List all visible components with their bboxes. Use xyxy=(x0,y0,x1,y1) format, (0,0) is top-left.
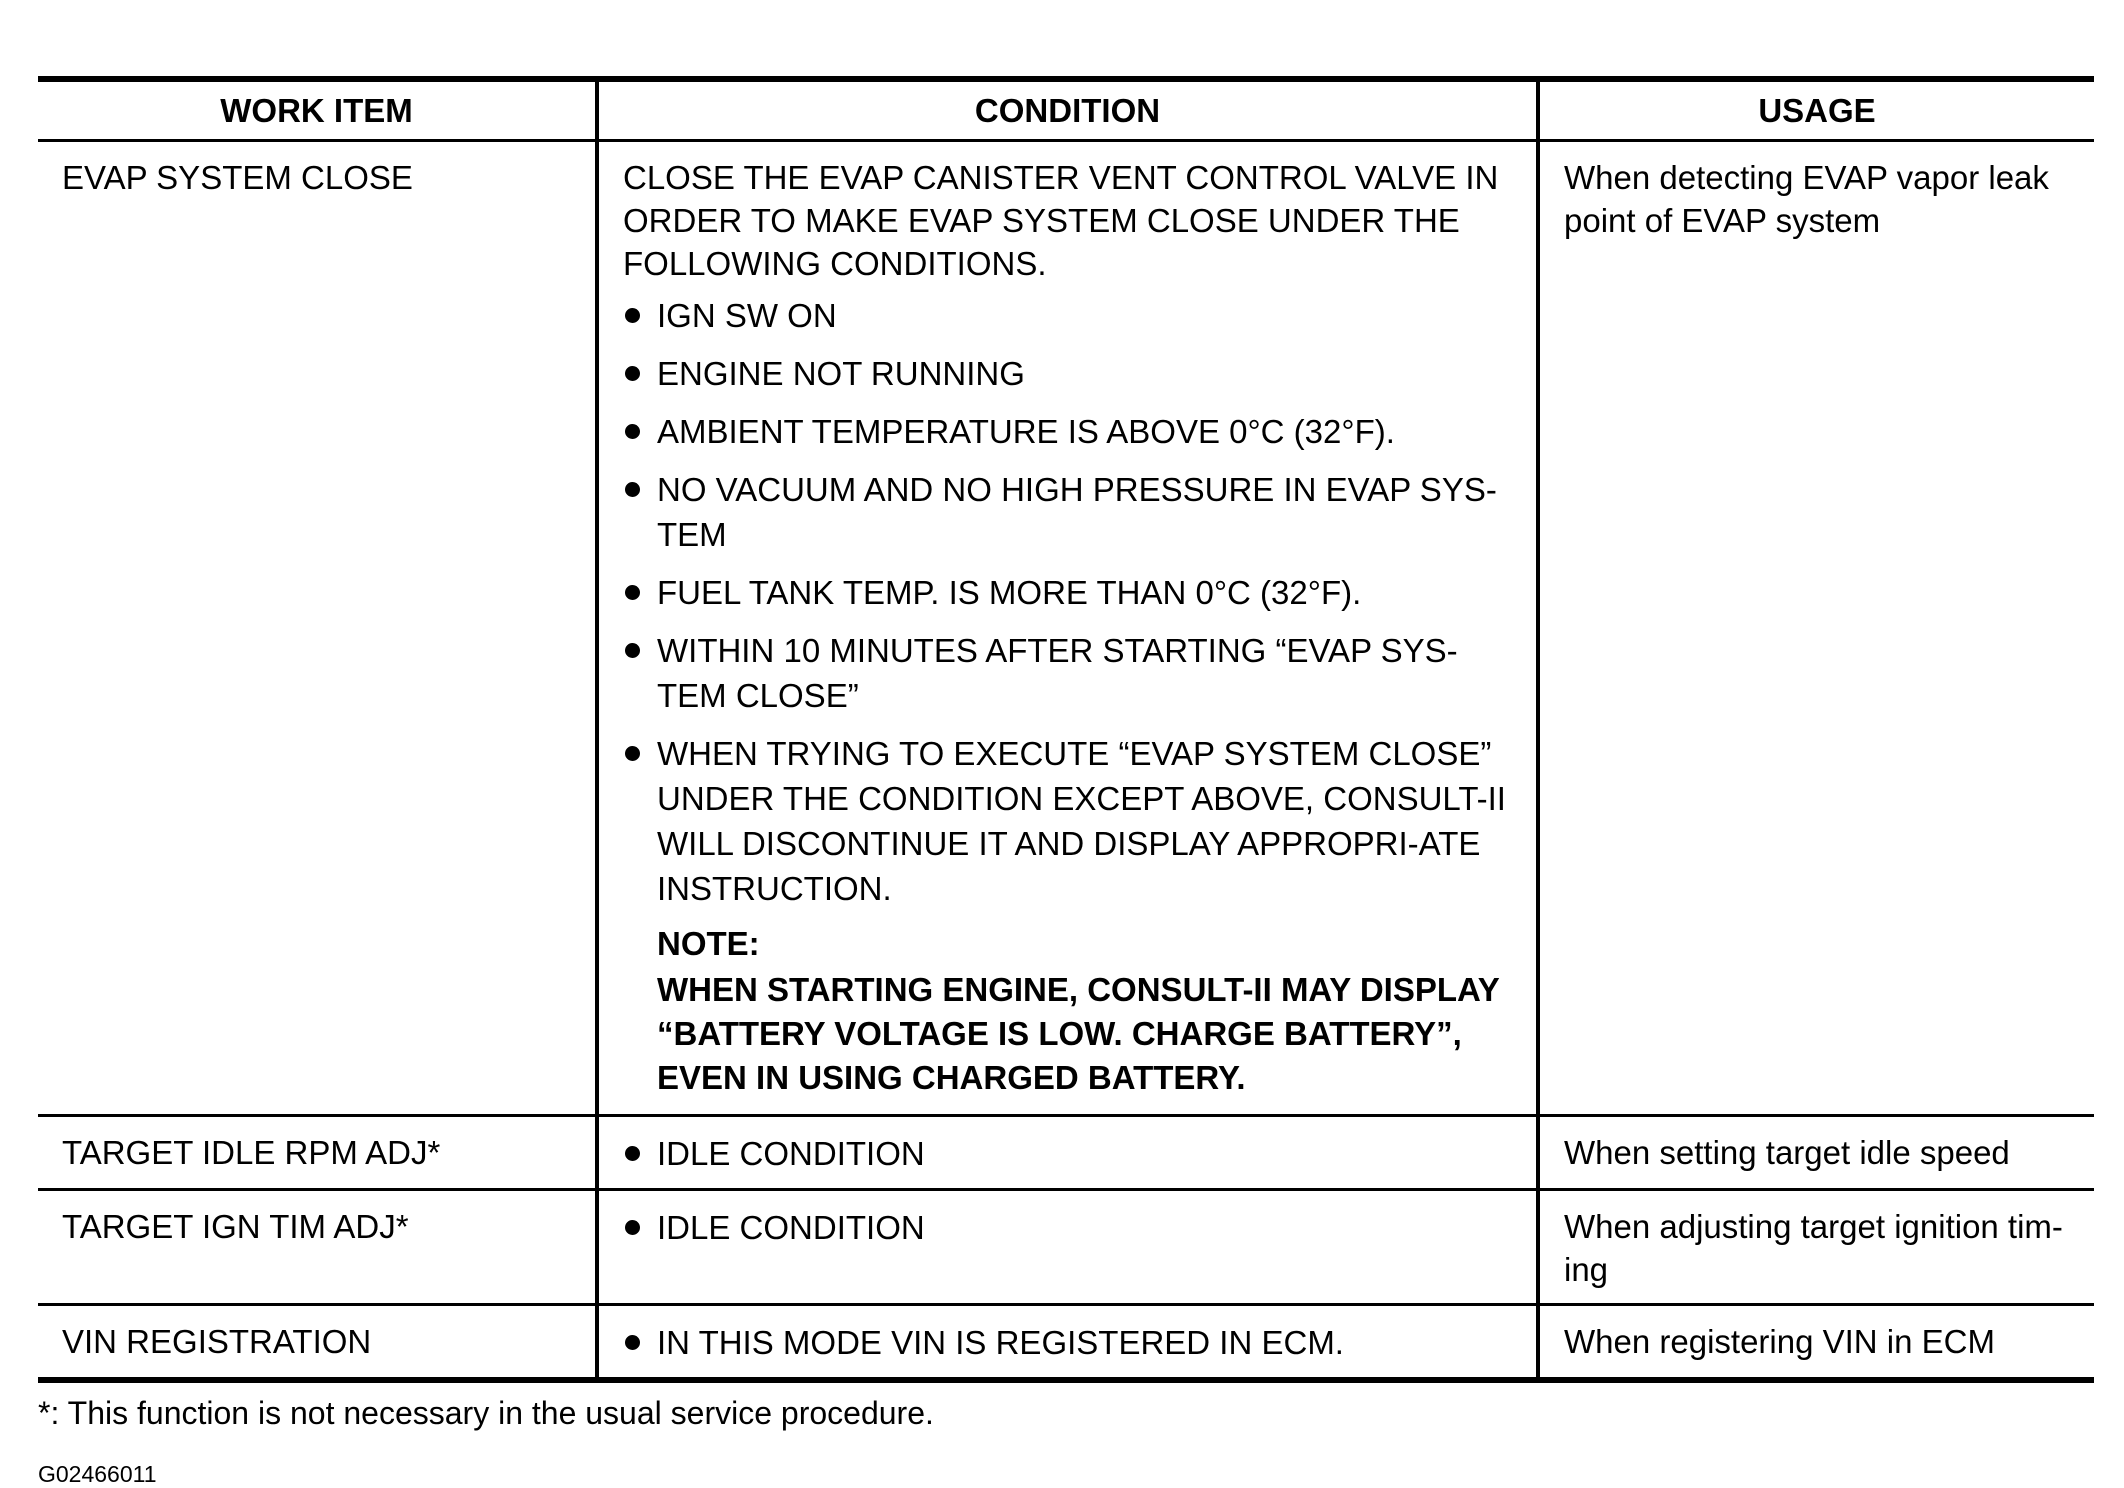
usage-cell: When setting target idle speed xyxy=(1538,1116,2094,1190)
list-item xyxy=(623,1320,1524,1365)
condition-list xyxy=(623,1320,1524,1365)
list-item xyxy=(623,570,1524,615)
table-row xyxy=(38,1305,2094,1381)
list-item xyxy=(623,467,1524,557)
condition-list xyxy=(623,1205,1524,1250)
bullet-icon xyxy=(625,366,640,381)
usage-cell: When detecting EVAP vapor leak point of EVAP system xyxy=(1538,141,2094,1116)
condition-text: IN THIS MODE VIN IS REGISTERED IN ECM. xyxy=(657,1324,1344,1361)
header-condition: CONDITION xyxy=(597,79,1538,141)
work-item-cell: TARGET IDLE RPM ADJ* xyxy=(38,1116,597,1190)
bullet-icon xyxy=(625,1146,640,1161)
note-title: NOTE: xyxy=(657,925,760,962)
bullet-icon xyxy=(625,308,640,323)
condition-text: AMBIENT TEMPERATURE IS ABOVE 0°C (32°F). xyxy=(657,413,1395,450)
condition-text: IDLE CONDITION xyxy=(657,1209,925,1246)
figure-id: G02466011 xyxy=(38,1461,157,1487)
header-usage: USAGE xyxy=(1538,79,2094,141)
bullet-icon xyxy=(625,643,640,658)
note-block xyxy=(623,922,1524,1100)
bullet-icon xyxy=(625,1220,640,1235)
condition-intro: CLOSE THE EVAP CANISTER VENT CONTROL VALVE IN ORDER TO MAKE EVAP SYSTEM CLOSE UNDER THE FOLLOWING CONDITIONS. xyxy=(623,159,1499,282)
usage-cell: When registering VIN in ECM xyxy=(1538,1305,2094,1381)
table-row xyxy=(38,1116,2094,1190)
bullet-icon xyxy=(625,482,640,497)
bullet-icon xyxy=(625,1335,640,1350)
list-item xyxy=(623,409,1524,454)
condition-text: IGN SW ON xyxy=(657,297,837,334)
document xyxy=(38,76,2094,1488)
condition-cell xyxy=(597,1190,1538,1305)
table-row xyxy=(38,141,2094,1116)
bullet-icon xyxy=(625,746,640,761)
work-item-cell: TARGET IGN TIM ADJ* xyxy=(38,1190,597,1305)
list-item xyxy=(623,351,1524,396)
list-item xyxy=(623,628,1524,718)
table-header-row xyxy=(38,79,2094,141)
work-support-table xyxy=(38,76,2094,1383)
condition-text: FUEL TANK TEMP. IS MORE THAN 0°C (32°F). xyxy=(657,574,1362,611)
condition-cell xyxy=(597,1116,1538,1190)
condition-cell xyxy=(597,1305,1538,1381)
header-work-item: WORK ITEM xyxy=(38,79,597,141)
usage-cell: When adjusting target ignition tim-ing xyxy=(1538,1190,2094,1305)
footnote: *: This function is not necessary in the usual service procedure. xyxy=(38,1395,934,1431)
condition-text: WHEN TRYING TO EXECUTE “EVAP SYSTEM CLOSE” UNDER THE CONDITION EXCEPT ABOVE, CONSULT-II WILL DISCONTINUE IT AND DISPLAY APPROPRI-ATE INSTRUCTION. xyxy=(657,735,1506,907)
table-row xyxy=(38,1190,2094,1305)
work-item-cell: EVAP SYSTEM CLOSE xyxy=(62,159,413,196)
condition-text: NO VACUUM AND NO HIGH PRESSURE IN EVAP SYS-TEM xyxy=(657,471,1497,553)
bullet-icon xyxy=(625,585,640,600)
condition-text: ENGINE NOT RUNNING xyxy=(657,355,1025,392)
condition-cell xyxy=(597,141,1538,1116)
list-item xyxy=(623,293,1524,338)
work-item-cell: VIN REGISTRATION xyxy=(38,1305,597,1381)
condition-list xyxy=(623,1131,1524,1176)
note-text: WHEN STARTING ENGINE, CONSULT-II MAY DISPLAY “BATTERY VOLTAGE IS LOW. CHARGE BATTERY”, EVEN IN USING CHARGED BATTERY. xyxy=(657,971,1500,1096)
condition-text: IDLE CONDITION xyxy=(657,1135,925,1172)
list-item xyxy=(623,1131,1524,1176)
list-item xyxy=(623,731,1524,911)
condition-list xyxy=(623,293,1524,911)
bullet-icon xyxy=(625,424,640,439)
condition-text: WITHIN 10 MINUTES AFTER STARTING “EVAP SYS-TEM CLOSE” xyxy=(657,632,1458,714)
list-item xyxy=(623,1205,1524,1250)
